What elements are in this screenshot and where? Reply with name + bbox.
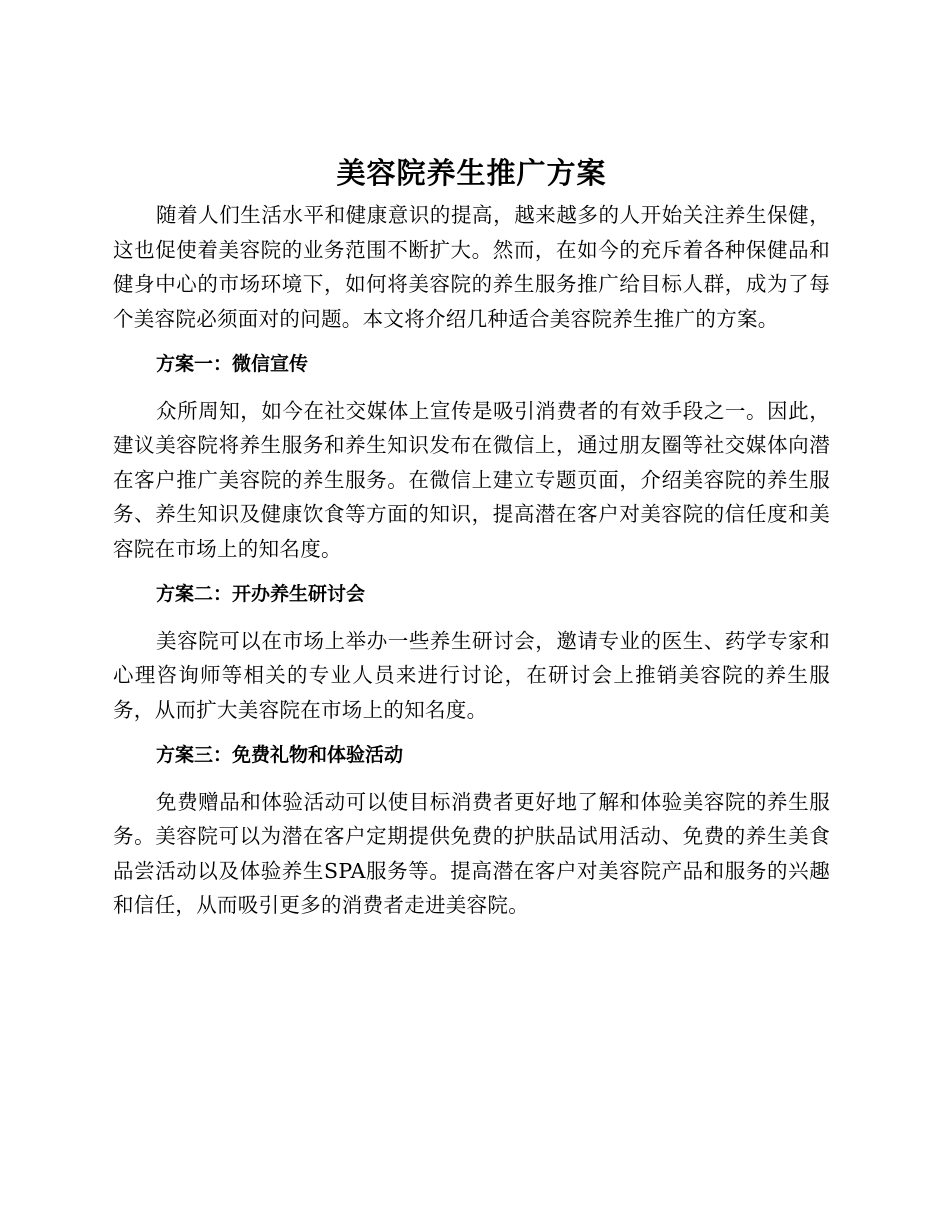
spacer xyxy=(113,336,830,347)
document-title: 美容院养生推广方案 xyxy=(336,156,607,190)
section-body-1: 众所周知，如今在社交媒体上宣传是吸引消费者的有效手段之一。因此，建议美容院将养生服务和养生知识发布在微信上，通过朋友圈等社交媒体向潜在客户推广美容院的养生服务。在微信上建立专题页面，介绍美容院的养生服务、养生知识及健康饮食等方面的知识，提高潜在客户对美容院的信任度和美容院在市场上的知名度。 xyxy=(113,398,830,561)
section-heading-3: 方案三：免费礼物和体验活动 xyxy=(156,744,404,766)
section-heading-1: 方案一：微信宣传 xyxy=(156,353,309,375)
document-body xyxy=(113,148,830,923)
spacer xyxy=(113,773,830,785)
spacer xyxy=(113,727,830,738)
section-body-3: 免费赠品和体验活动可以使目标消费者更好地了解和体验美容院的养生服务。美容院可以为潜在客户定期提供免费的护肤品试用活动、免费的养生美食品尝活动以及体验养生SPA服务等。提高潜在客户对美容院产品和服务的兴趣和信任，从而吸引更多的消费者走进美容院。 xyxy=(113,789,830,917)
spacer xyxy=(113,612,830,624)
spacer xyxy=(113,382,830,394)
section-heading-2: 方案二：开办养生研讨会 xyxy=(156,583,366,605)
intro-paragraph: 随着人们生活水平和健康意识的提高，越来越多的人开始关注养生保健，这也促使着美容院的业务范围不断扩大。然而，在如今的充斥着各种保健品和健身中心的市场环境下，如何将美容院的养生服务推广给目标人群，成为了每个美容院必须面对的问题。本文将介绍几种适合美容院养生推广的方案。 xyxy=(113,203,830,331)
spacer xyxy=(113,566,830,577)
section-body-2: 美容院可以在市场上举办一些养生研讨会，邀请专业的医生、药学专家和心理咨询师等相关的专业人员来进行讨论，在研讨会上推销美容院的养生服务，从而扩大美容院在市场上的知名度。 xyxy=(113,628,830,722)
